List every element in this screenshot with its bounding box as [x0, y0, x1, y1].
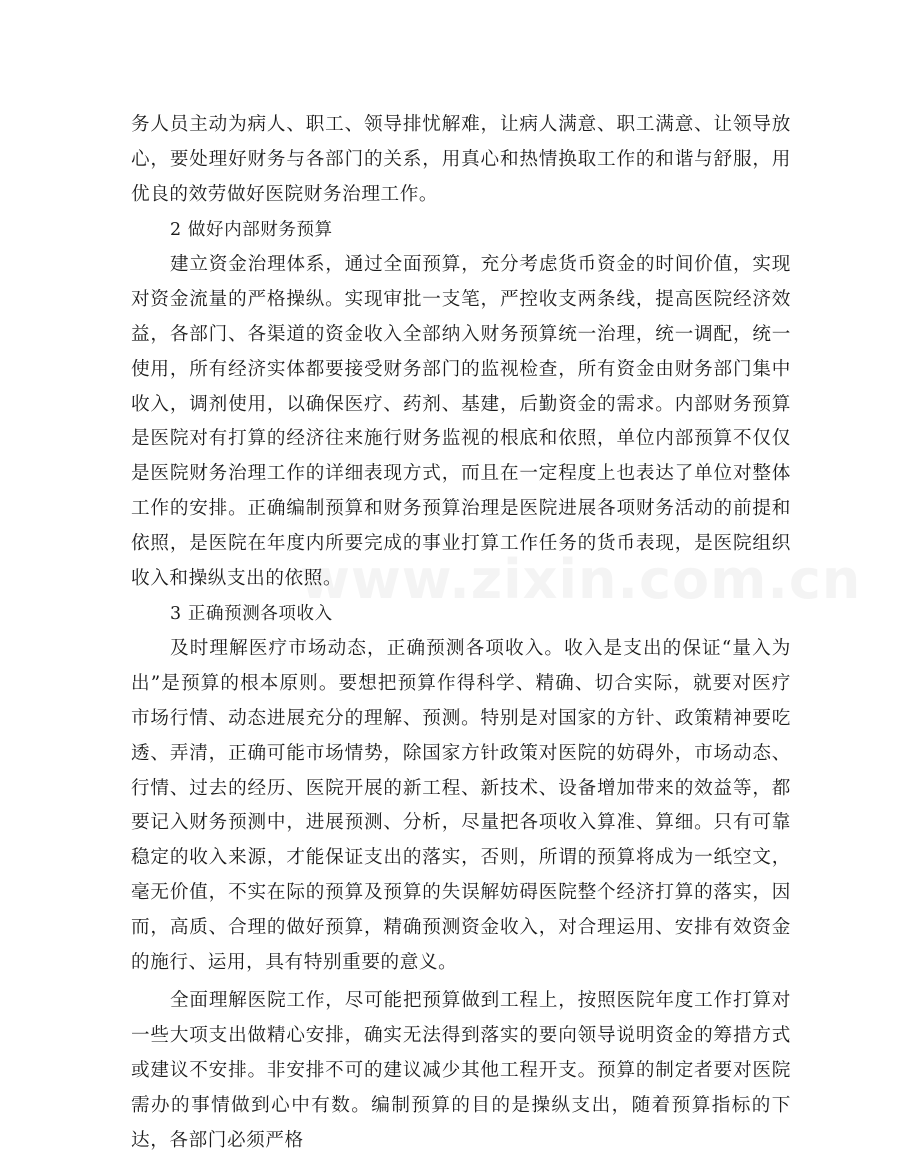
watermark: www.zixin.com.cn [300, 548, 862, 611]
paragraph-1: 务人员主动为病人、职工、领导排忧解难，让病人满意、职工满意、让领导放心，要处理好财务与各部门的关系，用真心和热情换取工作的和谐与舒服，用优良的效劳做好医院财务治理工作。 [131, 114, 791, 205]
section-heading-2: 2 做好内部财务预算 [170, 220, 333, 241]
paragraph-4: 全面理解医院工作，尽可能把预算做到工程上，按照医院年度工作打算对一些大项支出做精心安排，确实无法得到落实的要向领导说明资金的筹措方式或建议不安排。非安排不可的建议减少其他工程开支。预算的制定者要对医院需办的事情做到心中有数。编制预算的目的是操纵支出，随着预算指标的下达，各部门必须严格 [131, 990, 791, 1151]
document-body [131, 108, 791, 1158]
paragraph-2: 建立资金治理体系，通过全面预算，充分考虑货币资金的时间价值，实现对资金流量的严格操纵。实现审批一支笔，严控收支两条线，提高医院经济效益，各部门、各渠道的资金收入全部纳入财务预算统一治理，统一调配，统一使用，所有经济实体都要接受财务部门的监视检查，所有资金由财务部门集中收入，调剂使用，以确保医疗、药剂、基建，后勤资金的需求。内部财务预算是医院对有打算的经济往来施行财务监视的根底和依照，单位内部预算不仅仅是医院财务治理工作的详细表现方式，而且在一定程度上也表达了单位对整体工作的安排。正确编制预算和财务预算治理是医院进展各项财务活动的前提和依照，是医院在年度内所要完成的事业打算工作任务的货币表现，是医院组织收入和操纵支出的依照。 [131, 254, 791, 589]
section-heading-3: 3 正确预测各项收入 [170, 604, 333, 625]
paragraph-3: 及时理解医疗市场动态，正确预测各项收入。收入是支出的保证“量入为出”是预算的根本原则。要想把预算作得科学、精确、切合实际，就要对医疗市场行情、动态进展充分的理解、预测。特别是对国家的方针、政策精神要吃透、弄清，正确可能市场情势，除国家方针政策对医院的妨碍外，市场动态、行情、过去的经历、医院开展的新工程、新技术、设备增加带来的效益等，都要记入财务预测中，进展预测、分析，尽量把各项收入算准、算细。只有可靠稳定的收入来源，才能保证支出的落实，否则，所谓的预算将成为一纸空文，毫无价值，不实在际的预算及预算的失误解妨碍医院整个经济打算的落实，因而，高质、合理的做好预算，精确预测资金收入，对合理运用、安排有效资金的施行、运用，具有特别重要的意义。 [131, 638, 791, 973]
